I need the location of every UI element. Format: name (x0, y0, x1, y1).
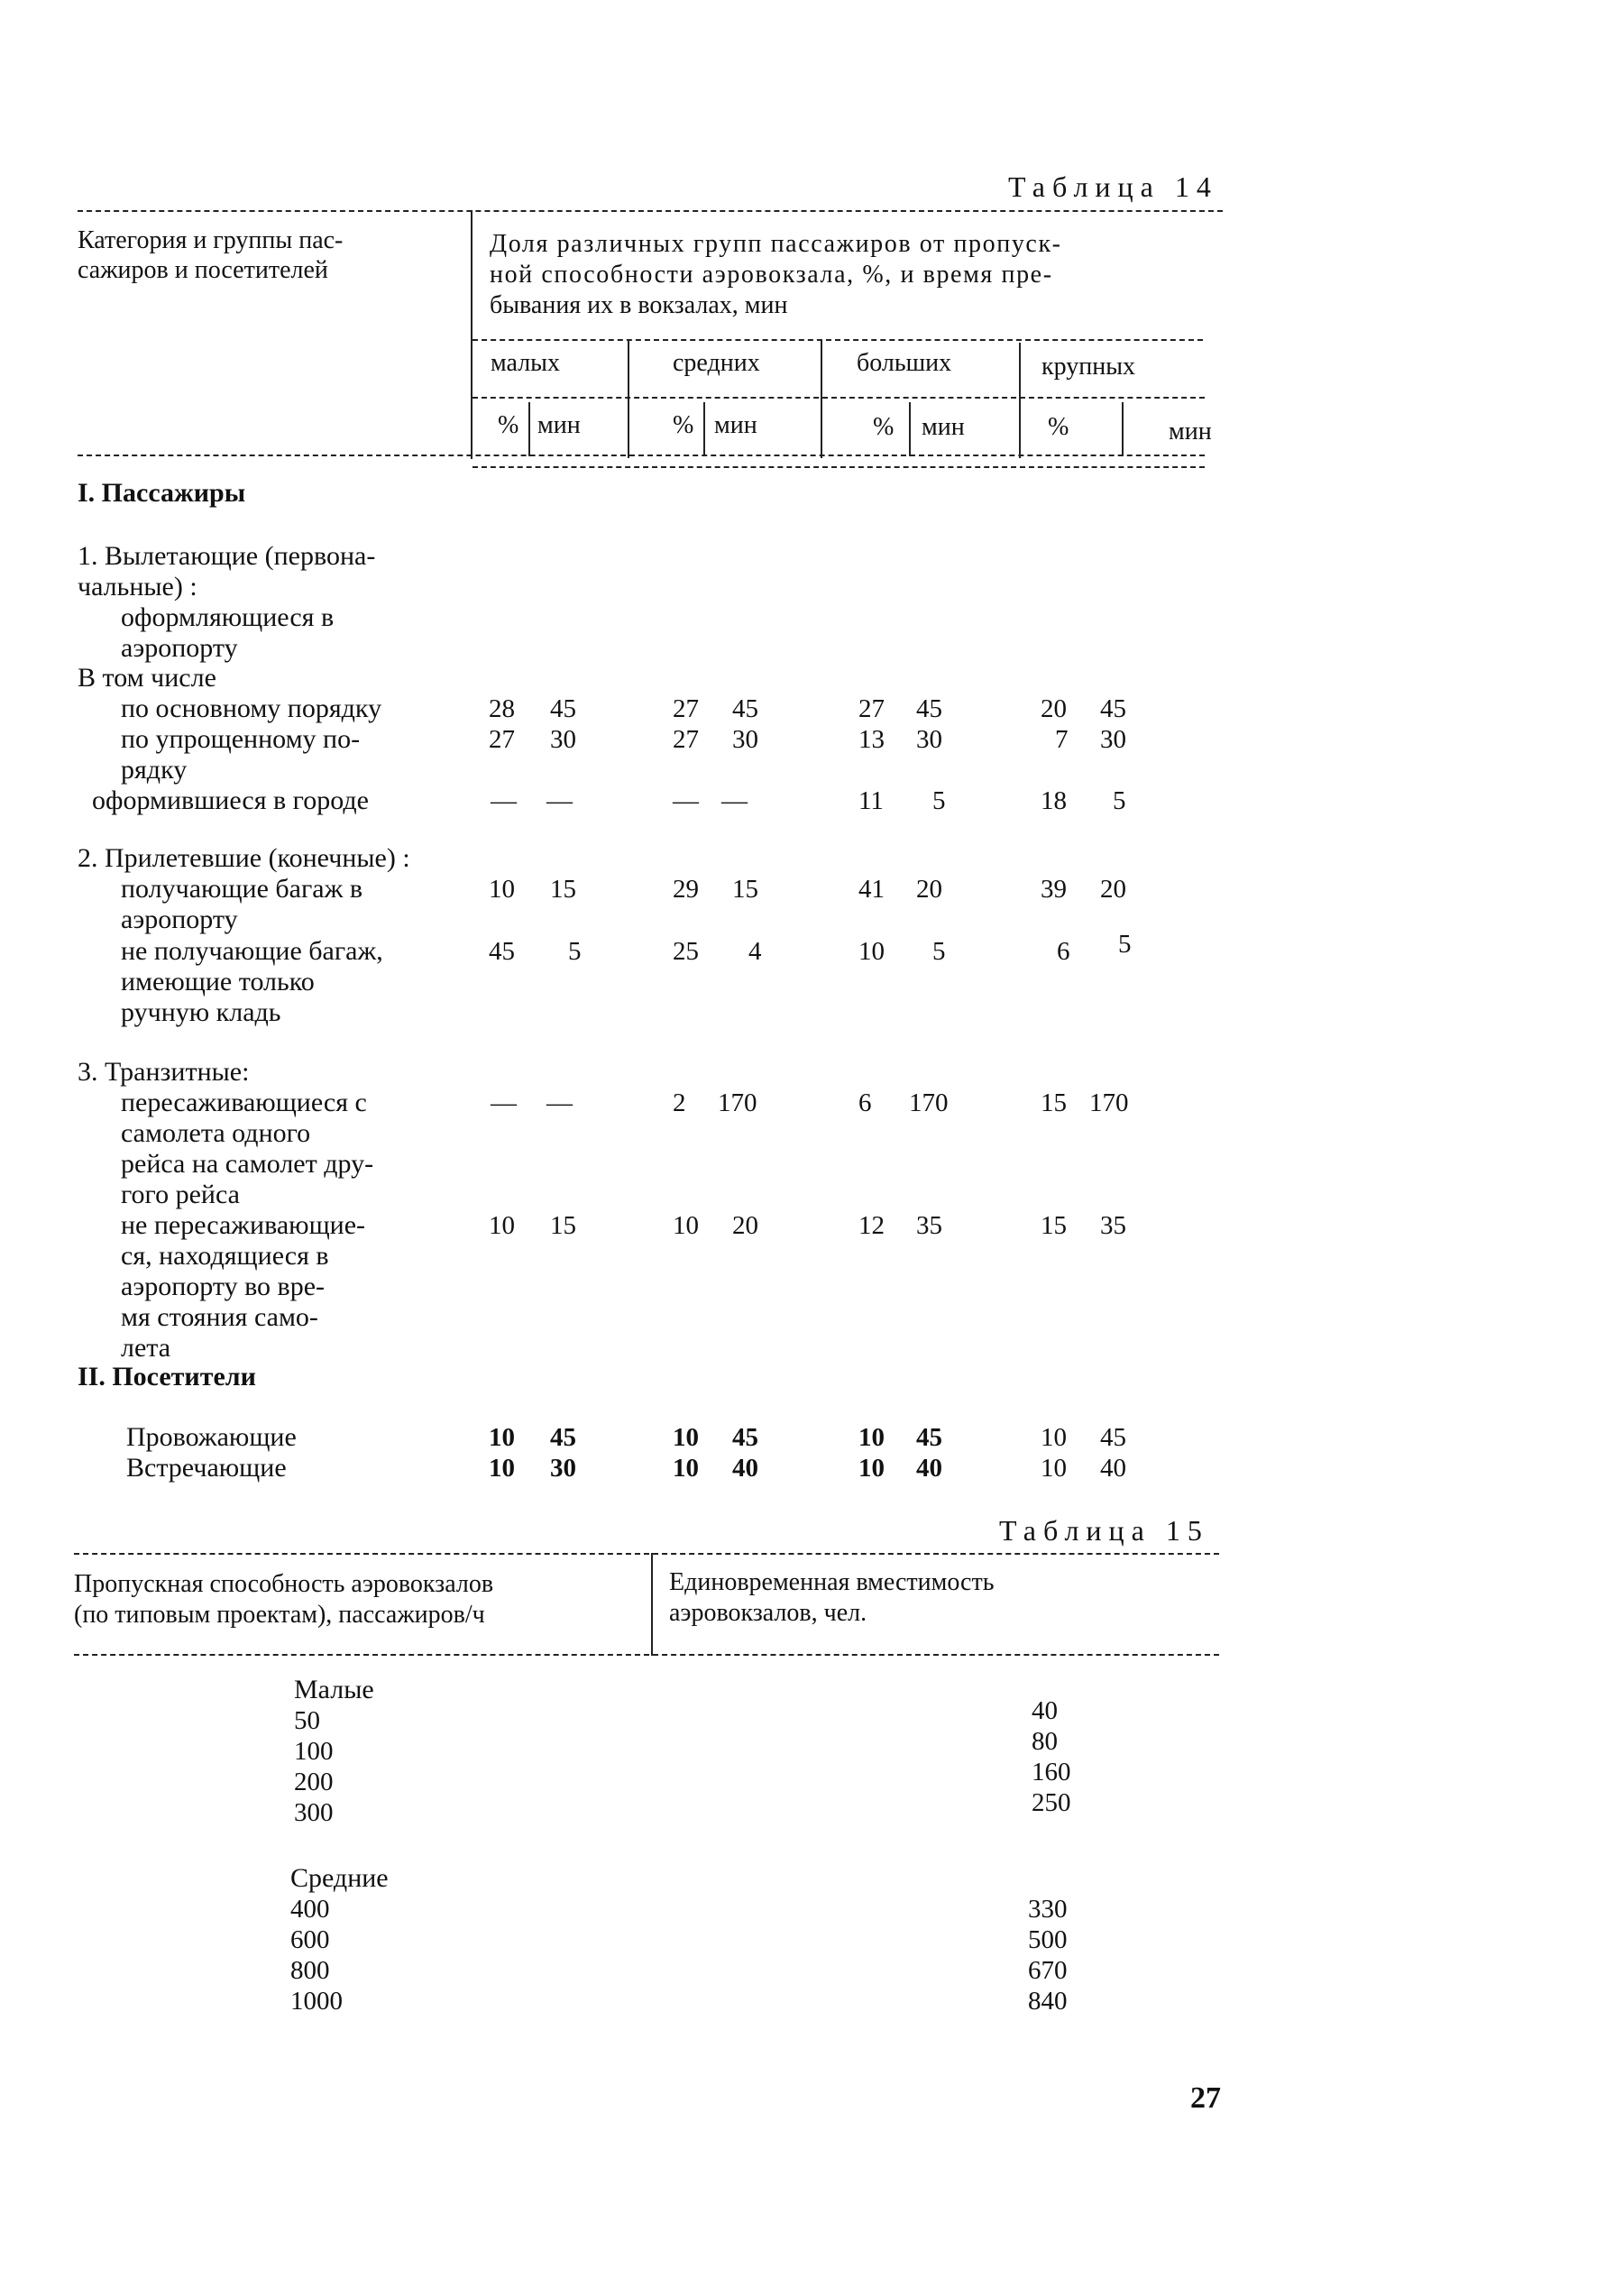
row-label: ручную кладь (121, 997, 281, 1027)
table14-cell: 30 (550, 725, 576, 754)
table14-cell: 45 (916, 694, 942, 723)
table14-cell: 10 (489, 1454, 515, 1483)
table14-col2-header-line3: бывания их в вокзалах, мин (490, 291, 788, 319)
table14-section-visitors: II. Посетители (78, 1362, 256, 1391)
table14-divider-1 (628, 339, 629, 458)
table15-capacity: 100 (294, 1737, 334, 1766)
table14-cell: 10 (1041, 1423, 1067, 1452)
table14-group-large: больших (857, 349, 952, 377)
table14-cell: 41 (858, 875, 885, 904)
table15-caption: Таблица 15 (999, 1514, 1209, 1547)
table14-cell: 40 (1100, 1454, 1126, 1483)
table14-divider-3 (1019, 343, 1021, 458)
table14-cell: 40 (732, 1454, 758, 1483)
table14-cell: 10 (858, 1454, 885, 1483)
table15-capacity: 400 (290, 1895, 330, 1924)
table14-cell: 15 (550, 1211, 576, 1240)
table15-col2-header-line2: аэровокзалов, чел. (669, 1599, 867, 1627)
page-number: 27 (1190, 2081, 1221, 2115)
table14-cell: 13 (858, 725, 885, 754)
table14-cell: 18 (1041, 786, 1067, 815)
table14-cell: 6 (1057, 937, 1070, 966)
table14-group-small: малых (491, 349, 560, 377)
table14-cell: 2 (673, 1088, 686, 1117)
table14-cell: 40 (916, 1454, 942, 1483)
table14-cell: 27 (673, 694, 699, 723)
table14-cell: 7 (1055, 725, 1069, 754)
table14-cell: 30 (916, 725, 942, 754)
table14-cell: 45 (550, 1423, 576, 1452)
table14-cell: 10 (673, 1211, 699, 1240)
table14-cell: 10 (673, 1454, 699, 1483)
table14-cell: 20 (1041, 694, 1067, 723)
table14-divider-2 (821, 339, 822, 458)
table14-cell: 15 (550, 875, 576, 904)
table14-cell: 5 (568, 937, 582, 966)
row-label: Встречающие (126, 1453, 287, 1483)
table14-sub-divider-3 (909, 402, 911, 456)
table14-cell: 15 (1041, 1211, 1067, 1240)
table14-header-bottom-rule (78, 455, 1205, 456)
row-label: по основному порядку (121, 693, 382, 723)
table14-cell: 6 (858, 1088, 872, 1117)
table14-cell: 27 (489, 725, 515, 754)
row-label: самолета одного (121, 1118, 311, 1148)
table14-sub-min-1: мин (537, 411, 581, 439)
table14-cell: 10 (673, 1423, 699, 1452)
table15-group-medium-label: Средние (290, 1863, 389, 1893)
row-label: чальные) : (78, 572, 197, 602)
table15-top-rule (74, 1553, 1219, 1555)
table14-sub-pct-1: % (498, 411, 519, 439)
table14-cell: 30 (1100, 725, 1126, 754)
row-label: оформившиеся в городе (92, 785, 369, 815)
table14-cell: 20 (1100, 875, 1126, 904)
table14-cell: 20 (916, 875, 942, 904)
table14-caption: Таблица 14 (1008, 170, 1218, 203)
table15-volume: 840 (1028, 1987, 1068, 2016)
table14-cell: 45 (732, 694, 758, 723)
table14-sub-divider-1 (528, 402, 530, 456)
table14-cell: 29 (673, 875, 699, 904)
table14-cell: 10 (858, 1423, 885, 1452)
row-label: аэропорту (121, 905, 238, 934)
row-label: Провожающие (126, 1422, 297, 1452)
table14-cell: 4 (748, 937, 762, 966)
row-label: ся, находящиеся в (121, 1241, 329, 1271)
table14-cell: 27 (858, 694, 885, 723)
table15-volume: 330 (1028, 1895, 1068, 1924)
table14-sub-min-4: мин (1169, 418, 1212, 445)
table14-top-rule (78, 210, 1223, 212)
table14-sub-min-3: мин (922, 413, 965, 441)
table14-cell: 45 (489, 937, 515, 966)
table15-volume: 160 (1032, 1758, 1071, 1786)
table14-cell: 28 (489, 694, 515, 723)
table14-sub-divider-2 (703, 402, 705, 456)
table15-group-small-label: Малые (294, 1675, 374, 1704)
table14-cell: 10 (1041, 1454, 1067, 1483)
table14-cell: 5 (1113, 786, 1126, 815)
row-label: не пересаживающие- (121, 1210, 366, 1240)
table14-cell: 11 (858, 786, 884, 815)
table14-cell: 25 (673, 937, 699, 966)
table15-header-bottom-rule (74, 1654, 1219, 1656)
table14-cell: — (673, 786, 699, 815)
table14-cell: 5 (932, 937, 946, 966)
table14-cell: 45 (732, 1423, 758, 1452)
table14-cell: 30 (732, 725, 758, 754)
table14-col-divider (471, 210, 473, 459)
table14-cell: 45 (1100, 1423, 1126, 1452)
table14-cell: 15 (732, 875, 758, 904)
table15-col-divider (651, 1553, 653, 1656)
row-label: 1. Вылетающие (первона- (78, 541, 376, 571)
table14-sub-rule (473, 397, 1205, 399)
row-label: рейса на самолет дру- (121, 1149, 374, 1179)
table14-col2-header-line1: Доля различных групп пассажиров от пропуск- (490, 230, 1062, 258)
table15-volume: 250 (1032, 1788, 1071, 1817)
table14-cell: 45 (916, 1423, 942, 1452)
row-label: имеющие только (121, 967, 315, 997)
row-label: оформляющиеся в (121, 602, 335, 632)
row-label: 3. Транзитные: (78, 1057, 250, 1087)
table14-sub-divider-4 (1122, 402, 1124, 456)
table14-cell: 12 (858, 1211, 885, 1240)
row-label: не получающие багаж, (121, 936, 383, 966)
table14-cell: — (491, 786, 517, 815)
table14-cell: — (721, 786, 748, 815)
table14-cell: 35 (916, 1211, 942, 1240)
table14-cell: 39 (1041, 875, 1067, 904)
table14-cell: 27 (673, 725, 699, 754)
table14-cell: 30 (550, 1454, 576, 1483)
table15-volume: 500 (1028, 1925, 1068, 1954)
row-label: лета (121, 1333, 171, 1363)
table14-header-bottom-rule-2 (473, 466, 1205, 468)
table14-cell: — (546, 1088, 573, 1117)
table15-capacity: 800 (290, 1956, 330, 1985)
table14-group-rule (473, 339, 1203, 341)
table14-cell: 10 (489, 1423, 515, 1452)
table14-cell: 5 (932, 786, 946, 815)
table15-volume: 80 (1032, 1727, 1058, 1756)
row-label: 2. Прилетевшие (конечные) : (78, 843, 410, 873)
table14-cell: 20 (732, 1211, 758, 1240)
table14-sub-pct-2: % (673, 411, 694, 439)
row-label: получающие багаж в (121, 874, 363, 904)
table14-group-medium: средних (673, 349, 760, 377)
table14-cell: 10 (858, 937, 885, 966)
row-label: аэропорту (121, 633, 238, 663)
table14-col1-header-line2: сажиров и посетителей (78, 256, 328, 284)
table15-capacity: 1000 (290, 1987, 343, 2016)
table14-cell: 170 (1089, 1088, 1129, 1117)
row-label: пересаживающиеся с (121, 1088, 367, 1117)
table15-capacity: 600 (290, 1925, 330, 1954)
table14-cell: — (491, 1088, 517, 1117)
row-label: по упрощенному по- (121, 724, 361, 754)
table14-cell: 45 (550, 694, 576, 723)
row-label: мя стояния само- (121, 1302, 318, 1332)
table14-cell: 170 (909, 1088, 949, 1117)
table14-group-biggest: крупных (1041, 353, 1136, 381)
table15-col1-header-line1: Пропускная способность аэровокзалов (74, 1570, 494, 1598)
table15-volume: 670 (1028, 1956, 1068, 1985)
table14-cell: 170 (718, 1088, 757, 1117)
table14-cell: 10 (489, 1211, 515, 1240)
row-label: В том числе (78, 663, 216, 693)
table15-col1-header-line2: (по типовым проектам), пассажиров/ч (74, 1601, 485, 1629)
table15-col2-header-line1: Единовременная вместимость (669, 1568, 995, 1596)
table15-capacity: 300 (294, 1798, 334, 1827)
row-label: аэропорту во вре- (121, 1272, 325, 1301)
table14-section-passengers: I. Пассажиры (78, 478, 246, 508)
table14-cell: 5 (1118, 930, 1132, 959)
table15-capacity: 50 (294, 1706, 320, 1735)
table15-volume: 40 (1032, 1696, 1058, 1725)
table14-cell: 35 (1100, 1211, 1126, 1240)
table14-sub-min-2: мин (714, 411, 757, 439)
table14-col1-header-line1: Категория и группы пас- (78, 226, 344, 254)
table14-cell: 15 (1041, 1088, 1067, 1117)
table14-cell: — (546, 786, 573, 815)
row-label: рядку (121, 755, 188, 785)
table14-sub-pct-4: % (1048, 413, 1069, 441)
table14-col2-header-line2: ной способности аэровокзала, %, и время пре- (490, 261, 1053, 289)
table14-cell: 45 (1100, 694, 1126, 723)
table14-sub-pct-3: % (873, 413, 895, 441)
row-label: гого рейса (121, 1180, 240, 1209)
table14-cell: 10 (489, 875, 515, 904)
table15-capacity: 200 (294, 1768, 334, 1796)
